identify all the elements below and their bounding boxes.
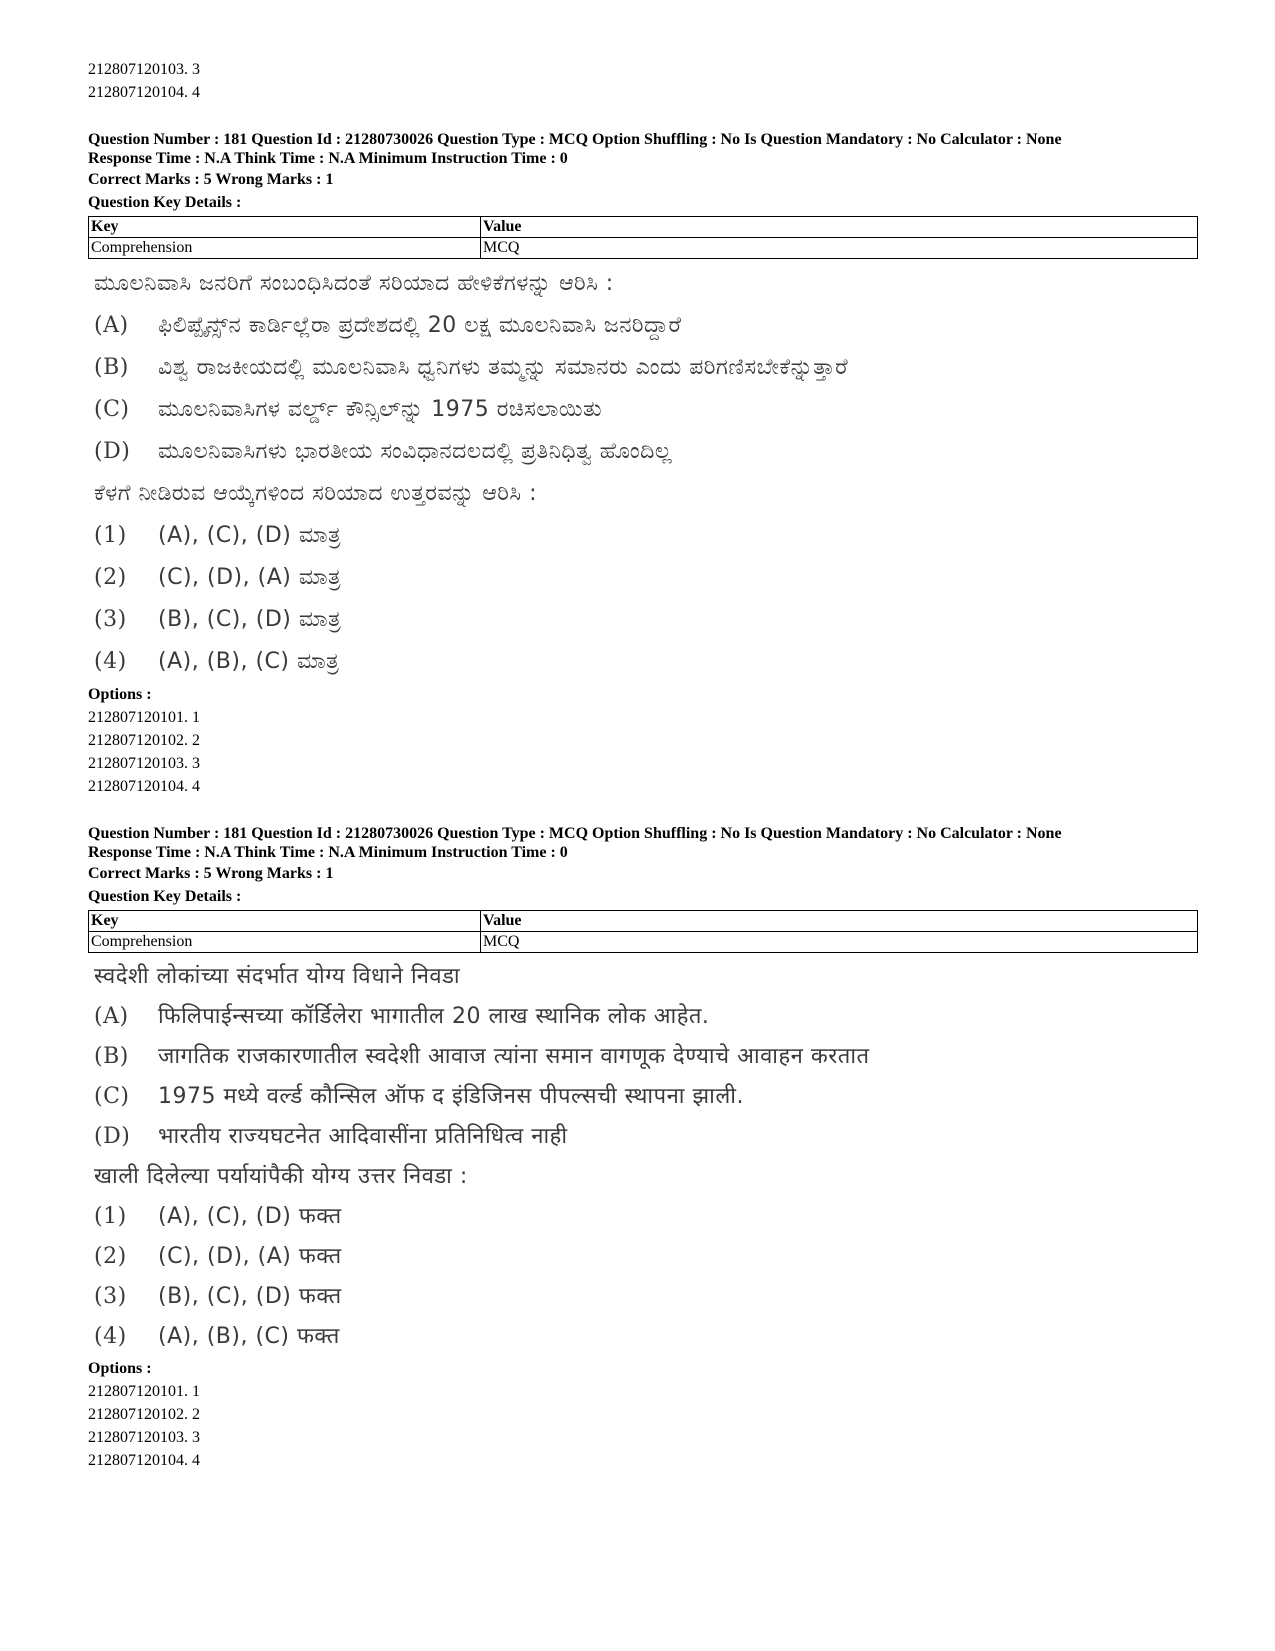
statement-label: (C) bbox=[94, 397, 130, 422]
choice-3 bbox=[94, 1277, 1188, 1317]
statement-text: 1975 मध्ये वर्ल्ड कौन्सिल ऑफ द इंडिजिनस पीपल्सची स्थापना झाली. bbox=[158, 1084, 744, 1109]
choice-label: (3) bbox=[94, 607, 127, 632]
choice-4 bbox=[94, 641, 1188, 683]
table-header-key: Key bbox=[89, 911, 481, 932]
previous-options bbox=[88, 58, 1188, 104]
choice-text: (B), (C), (D) फक्त bbox=[158, 1284, 342, 1309]
table-header-row bbox=[89, 217, 1198, 238]
statement-b bbox=[94, 347, 1188, 389]
statement-label: (A) bbox=[94, 1004, 129, 1029]
statement-label: (D) bbox=[94, 1124, 131, 1149]
question-stem: ಮೂಲನಿವಾಸಿ ಜನರಿಗೆ ಸಂಬಂಧಿಸಿದಂತೆ ಸರಿಯಾದ ಹೇಳಿಕೆಗಳನ್ನು ಆರಿಸಿ : bbox=[94, 271, 614, 296]
table-row bbox=[89, 932, 1198, 953]
option-line: 212807120104. 4 bbox=[88, 84, 200, 101]
statement-text: जागतिक राजकारणातील स्वदेशी आवाज त्यांना समान वागणूक देण्याचे आवाहन करतात bbox=[158, 1044, 870, 1069]
statement-text: ಮೂಲನಿವಾಸಿಗಳ ವರ್ಲ್ಡ್ ಕೌನ್ಸಿಲ್‌ನ್ನು 1975 ರಚಿಸಲಾಯಿತು bbox=[158, 397, 603, 422]
question-marks: Correct Marks : 5 Wrong Marks : 1 bbox=[88, 171, 334, 188]
statement-label: (D) bbox=[94, 439, 131, 464]
choice-1 bbox=[94, 515, 1188, 557]
question-meta-line2: Response Time : N.A Think Time : N.A Minimum Instruction Time : 0 bbox=[88, 844, 568, 861]
table-header-value: Value bbox=[481, 911, 1198, 932]
key-details-label: Question Key Details : bbox=[88, 888, 242, 905]
option-line: 212807120103. 3 bbox=[88, 61, 200, 78]
table-cell-key: Comprehension bbox=[89, 238, 481, 259]
choice-label: (4) bbox=[94, 1324, 127, 1349]
options-label: Options : bbox=[88, 1360, 152, 1377]
key-details-table bbox=[88, 216, 1198, 259]
choice-label: (4) bbox=[94, 649, 127, 674]
table-header-key: Key bbox=[89, 217, 481, 238]
options-label: Options : bbox=[88, 686, 152, 703]
option-line: 212807120101. 1 bbox=[88, 709, 200, 726]
document-page bbox=[88, 58, 1188, 1472]
question-stem: स्वदेशी लोकांच्या संदर्भात योग्य विधाने निवडा bbox=[94, 964, 461, 989]
choice-text: (A), (B), (C) ಮಾತ್ರ bbox=[158, 649, 340, 674]
choice-1 bbox=[94, 1197, 1188, 1237]
choice-text: (B), (C), (D) ಮಾತ್ರ bbox=[158, 607, 342, 632]
choice-label: (1) bbox=[94, 1204, 127, 1229]
statement-c bbox=[94, 1077, 1188, 1117]
option-line: 212807120101. 1 bbox=[88, 1383, 200, 1400]
statement-label: (B) bbox=[94, 355, 129, 380]
table-header-row bbox=[89, 911, 1198, 932]
option-line: 212807120104. 4 bbox=[88, 1452, 200, 1469]
question-instruction: खाली दिलेल्या पर्यायांपैकी योग्य उत्तर निवडा : bbox=[94, 1164, 468, 1189]
question-meta-line2: Response Time : N.A Think Time : N.A Minimum Instruction Time : 0 bbox=[88, 150, 568, 167]
key-details-label: Question Key Details : bbox=[88, 194, 242, 211]
choice-3 bbox=[94, 599, 1188, 641]
option-line: 212807120102. 2 bbox=[88, 732, 200, 749]
statement-label: (B) bbox=[94, 1044, 129, 1069]
choice-4 bbox=[94, 1317, 1188, 1357]
option-line: 212807120104. 4 bbox=[88, 778, 200, 795]
choice-label: (3) bbox=[94, 1284, 127, 1309]
table-header-value: Value bbox=[481, 217, 1198, 238]
choice-text: (C), (D), (A) ಮಾತ್ರ bbox=[158, 565, 342, 590]
choice-text: (A), (C), (D) ಮಾತ್ರ bbox=[158, 523, 342, 548]
statement-text: ಫಿಲಿಪ್ಪೈನ್ಸ್‌ನ ಕಾರ್ಡಿಲ್ಲೆರಾ ಪ್ರದೇಶದಲ್ಲಿ 20 ಲಕ್ಷ ಮೂಲನಿವಾಸಿ ಜನರಿದ್ದಾರೆ bbox=[158, 313, 682, 338]
choice-label: (2) bbox=[94, 565, 127, 590]
choice-label: (2) bbox=[94, 1244, 127, 1269]
statement-d bbox=[94, 431, 1188, 473]
choice-label: (1) bbox=[94, 523, 127, 548]
statement-c bbox=[94, 389, 1188, 431]
table-row bbox=[89, 238, 1198, 259]
choice-text: (A), (C), (D) फक्त bbox=[158, 1204, 342, 1229]
table-cell-value: MCQ bbox=[481, 238, 1198, 259]
choice-text: (A), (B), (C) फक्त bbox=[158, 1324, 340, 1349]
statement-b bbox=[94, 1037, 1188, 1077]
question-image-text bbox=[94, 957, 1188, 1357]
option-line: 212807120103. 3 bbox=[88, 755, 200, 772]
key-details-table bbox=[88, 910, 1198, 953]
statement-label: (A) bbox=[94, 313, 129, 338]
choice-2 bbox=[94, 557, 1188, 599]
question-image-text bbox=[94, 263, 1188, 683]
statement-text: भारतीय राज्यघटनेत आदिवासींना प्रतिनिधित्व नाही bbox=[158, 1124, 568, 1149]
question-meta-line1: Question Number : 181 Question Id : 21280730026 Question Type : MCQ Option Shuffling : No Is Question Mandatory : No Calculator : None bbox=[88, 825, 1062, 842]
statement-a bbox=[94, 997, 1188, 1037]
statement-text: फिलिपाईन्सच्या कॉर्डिलेरा भागातील 20 लाख स्थानिक लोक आहेत. bbox=[158, 1004, 710, 1029]
question-instruction: ಕೆಳಗೆ ನೀಡಿರುವ ಆಯ್ಕೆಗಳಿಂದ ಸರಿಯಾದ ಉತ್ತರವನ್ನು ಆರಿಸಿ : bbox=[94, 481, 537, 506]
question-block-marathi bbox=[88, 824, 1188, 1472]
table-cell-key: Comprehension bbox=[89, 932, 481, 953]
statement-a bbox=[94, 305, 1188, 347]
question-block-kannada bbox=[88, 130, 1188, 798]
statement-d bbox=[94, 1117, 1188, 1157]
statement-label: (C) bbox=[94, 1084, 130, 1109]
statement-text: ಮೂಲನಿವಾಸಿಗಳು ಭಾರತೀಯ ಸಂವಿಧಾನದಲದಲ್ಲಿ ಪ್ರತಿನಿಧಿತ್ವ ಹೊಂದಿಲ್ಲ bbox=[158, 439, 673, 464]
question-marks: Correct Marks : 5 Wrong Marks : 1 bbox=[88, 865, 334, 882]
choice-text: (C), (D), (A) फक्त bbox=[158, 1244, 342, 1269]
option-line: 212807120102. 2 bbox=[88, 1406, 200, 1423]
statement-text: ವಿಶ್ವ ರಾಜಕೀಯದಲ್ಲಿ ಮೂಲನಿವಾಸಿ ಧ್ವನಿಗಳು ತಮ್ಮನ್ನು ಸಮಾನರು ಎಂದು ಪರಿಗಣಿಸಬೇಕೆನ್ನುತ್ತಾರೆ bbox=[158, 355, 849, 380]
option-line: 212807120103. 3 bbox=[88, 1429, 200, 1446]
choice-2 bbox=[94, 1237, 1188, 1277]
question-meta-line1: Question Number : 181 Question Id : 21280730026 Question Type : MCQ Option Shuffling : No Is Question Mandatory : No Calculator : None bbox=[88, 131, 1062, 148]
table-cell-value: MCQ bbox=[481, 932, 1198, 953]
